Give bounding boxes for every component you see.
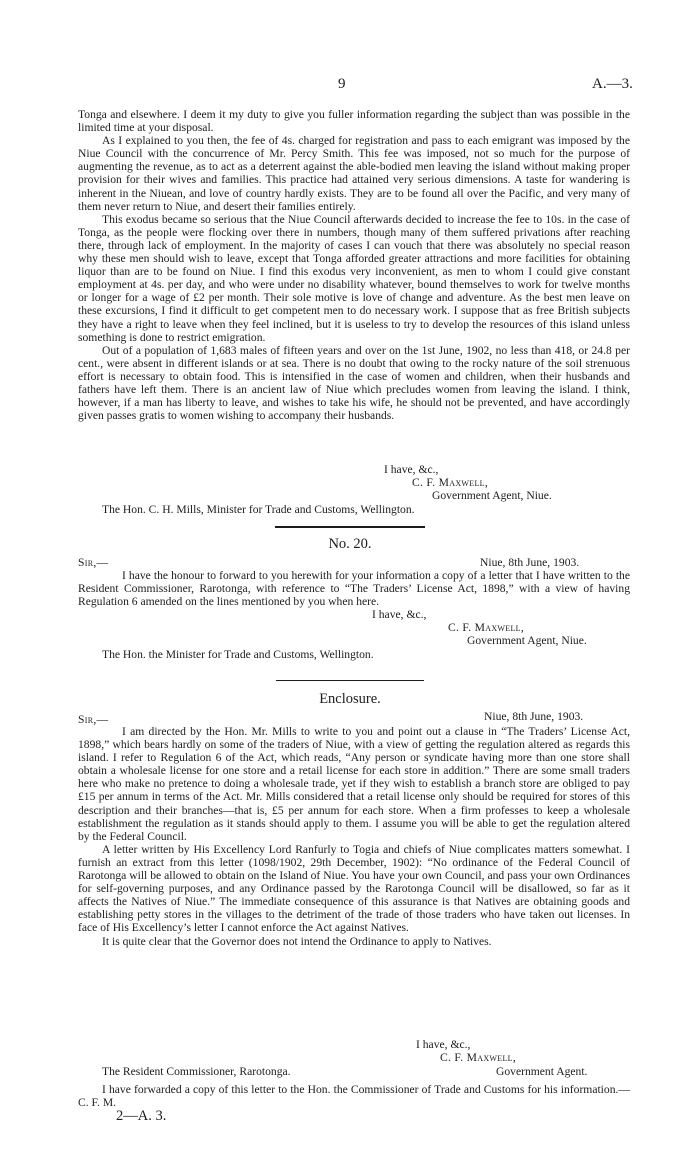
letter-date: Niue, 8th June, 1903. — [480, 556, 580, 569]
paragraph: I am directed by the Hon. Mr. Mills to write to you and point out a clause in “The Traders’ License Act, 1898,” which bears hardly on some of the traders of Niue, with a view of getting the regulation altered as regards this island. I refer to Regulation 6 of the Act, which reads, “Any person or syndicate having more than one store shall obtain a wholesale license for one store and a retail license for each store in addition.” There are some small traders here who make no pretence to doing a wholesale trade, yet if they wish to establish a branch store are obliged to pay £15 per annum in terms of the Act. Mr. Mills considered that a retail license only should be required for stores of this description and their branches—that is, £5 per annum for each store. When a firm professes to keep a wholesale establishment the regulation as it stands should apply to them. I assume you will be able to get the regulation altered by the Federal Council. — [78, 725, 630, 843]
signatory-title: Government Agent, Niue. — [467, 634, 587, 647]
section-heading: No. 20. — [328, 536, 372, 552]
letter-addressee: The Hon. the Minister for Trade and Customs, Wellington. — [102, 648, 374, 661]
paragraph: Tonga and elsewhere. I deem it my duty to give you fuller information regarding the subject than was possible in the limited time at your disposal. — [78, 108, 630, 135]
letter-signature: C. F. Maxwell, — [440, 1051, 517, 1064]
enclosure-body — [78, 725, 630, 948]
letter-body — [78, 569, 630, 608]
letter-closing: I have, &c., — [416, 1038, 471, 1051]
paragraph: Out of a population of 1,683 males of fifteen years and over on the 1st June, 1902, no less than 418, or 24.8 per cent., were absent in different islands or at sea. There is no doubt that owing to the rocky nature of the soil strenuous effort is necessary to obtain food. This is intensified in the case of women and children, when their husbands and fathers have left them. There is an ancient law of Niue which precludes women from leaving the island. I think, however, if a man has liberty to leave, and wishes to take his wife, he should not be prevented, and have accordingly given passes gratis to women wishing to accompany their husbands. — [78, 343, 630, 423]
letter-salutation: Sir,— — [78, 713, 109, 726]
signature-mark: 2—A. 3. — [116, 1108, 167, 1124]
paragraph: As I explained to you then, the fee of 4s. charged for registration and pass to each emigrant was imposed by the Niue Council with the concurrence of Mr. Percy Smith. This fee was imposed, not so much for the purpose of augmenting the revenue, as to act as a deterrent against the able-bodied men leaving the island without making proper provision for their wives and families. This practice had attained very serious dimensions. A taste for wandering is inherent in the Niuean, and love of country hardly exists. They are to be found all over the Pacific, and very many of them never return to Niue, and desert their families entirely. — [78, 134, 630, 213]
letter-continued-body — [78, 108, 630, 422]
section-divider — [275, 526, 425, 528]
letter-closing: I have, &c., — [372, 608, 427, 621]
section-divider — [276, 680, 424, 681]
letter-salutation: Sir,— — [78, 556, 109, 569]
page-number: 9 — [338, 76, 346, 92]
letter-date: Niue, 8th June, 1903. — [484, 710, 584, 723]
letter-signature: C. F. Maxwell, — [448, 621, 525, 634]
document-reference: A.—3. — [592, 76, 633, 92]
letter-addressee: The Hon. C. H. Mills, Minister for Trade and Customs, Wellington. — [102, 503, 415, 516]
paragraph: It is quite clear that the Governor does not intend the Ordinance to apply to Natives. — [102, 934, 492, 948]
paragraph: I have the honour to forward to you herewith for your information a copy of a letter that I have written to the Resident Commissioner, Rarotonga, with reference to “The Traders’ License Act, 1898,” with a view of having Regulation 6 amended on the lines mentioned by you when here. — [78, 569, 630, 609]
signatory-title: Government Agent, Niue. — [432, 489, 552, 502]
letter-closing: I have, &c., — [384, 463, 439, 476]
letter-addressee: The Resident Commissioner, Rarotonga. — [102, 1065, 291, 1078]
paragraph: I have forwarded a copy of this letter to the Hon. the Commissioner of Trade and Customs for his information.—C. F. M. — [78, 1083, 630, 1110]
section-heading: Enclosure. — [319, 691, 381, 707]
paragraph: This exodus became so serious that the Niue Council afterwards decided to increase the fee to 10s. in the case of Tonga, as the people were flocking over there in numbers, though many of them suffered privations after reaching there, through lack of employment. In the majority of cases I can vouch that there was absolutely no special reason why these men should wish to leave, except that Tonga afforded greater attractions and more facilities for obtaining liquor than are to be found on Niue. I find this exodus very inconvenient, as men to whom I could give constant employment at 4s. per day, and who were under no disability whatever, bound themselves to work for twelve months or longer for a wage of £2 per month. Their sole motive is love of change and adventure. As the best men leave on these excursions, I find it difficult to get competent men to do necessary work. I suppose that as free British subjects they have a right to leave when they feel inclined, but it is useless to try to develop the resources of this island unless something is done to restrict emigration. — [78, 212, 630, 344]
postscript — [78, 1083, 630, 1109]
letter-signature: C. F. Maxwell, — [412, 476, 489, 489]
paragraph: A letter written by His Excellency Lord Ranfurly to Togia and chiefs of Niue complicates matters somewhat. I furnish an extract from this letter (1098/1902, 29th December, 1902): “No ordinance of the Federal Council of Rarotonga will be allowed to obtain on the Island of Niue. You have your own Council, and pass your own Ordinances for self-governing purposes, and any Ordinance passed by the Rarotonga Council will be disallowed, so far as it affects the Natives of Niue.” The immediate consequence of this assurance is that Natives are obtaining goods and establishing petty stores in the villages to the detriment of the trade of those traders who have taken out licenses. In face of His Excellency’s letter I cannot enforce the Act against Natives. — [78, 842, 630, 935]
signatory-title: Government Agent. — [496, 1065, 588, 1078]
